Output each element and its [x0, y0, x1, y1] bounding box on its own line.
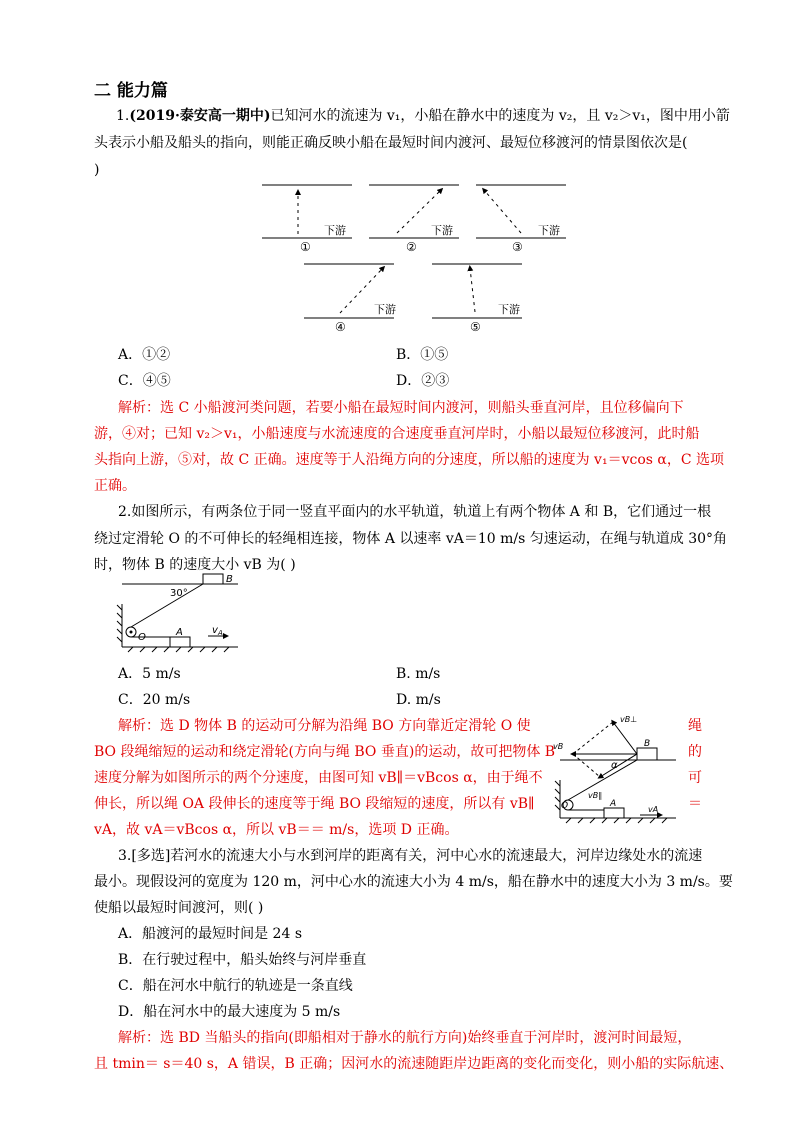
q1-stem-3: ) [94, 162, 100, 178]
q1-option-d: D．②③ [396, 373, 450, 389]
q3-stem-2: 最小。现假设河的宽度为 120 m，河中心水的流速大小为 4 m/s，船在静水中的速度大小为 3 m/s。要 [94, 874, 733, 890]
q3-stem-1: 3.[多选]若河水的流速大小与水到河岸的距离有关，河中心水的流速最大，河岸边缘处水的流速 [118, 848, 703, 864]
q1-panel-label-5: ⑤ [470, 320, 481, 334]
q2-sol-label-a: A [610, 799, 617, 809]
q1-option-c: C．④⑤ [118, 373, 171, 389]
q1-downstream-label-3: 下游 [538, 224, 560, 237]
q2-sol-label-va: vA [648, 805, 659, 814]
q2-label-va: v [212, 625, 218, 636]
q1-panel-label-1: ① [300, 240, 311, 254]
q2-solution-3: 速度分解为如图所示的两个分速度，由图可知 vB∥＝vBcos α，由于绳不 [94, 770, 543, 786]
q3-option-a: A．船渡河的最短时间是 24 s [118, 926, 303, 942]
q2-solution-1: 解析：选 D 物体 B 的运动可分解为沿绳 BO 方向靠近定滑轮 O 使 [118, 718, 531, 734]
q2-sol-label-vb-par: vB∥ [588, 791, 603, 800]
q1-stem-2: 头表示小船及船头的指向，则能正确反映小船在最短时间内渡河、最短位移渡河的情景图依次是( [94, 135, 688, 151]
q2-sol-label-vb-perp: vB⊥ [620, 715, 638, 724]
q2-sol-label-vb: vB [553, 742, 564, 751]
q2-solution-right-2: 的 [688, 744, 702, 760]
q2-option-d: D. m/s [396, 692, 441, 708]
q1-downstream-label-1: 下游 [324, 224, 346, 237]
q1-solution-1: 解析：选 C 小船渡河类问题，若要小船在最短时间内渡河，则船头垂直河岸，且位移偏向下 [118, 400, 684, 416]
q2-label-a: A [176, 627, 183, 638]
q2-stem-1: 2.如图所示，有两条位于同一竖直平面内的水平轨道，轨道上有两个物体 A 和 B，它们通过一根 [118, 504, 712, 520]
q3-solution-2: 且 tmin＝ s＝40 s，A 错误，B 正确；因河水的流速随距岸边距离的变化而变化，则小船的实际航速、 [94, 1056, 734, 1072]
q1-number: 1. [116, 108, 130, 124]
q2-sol-label-alpha: α [611, 760, 618, 771]
q2-solution-right-3: 可 [688, 770, 702, 786]
q1-panel-label-4: ④ [335, 320, 346, 334]
q1-option-a: A．①② [118, 347, 171, 363]
q1-downstream-label-5: 下游 [498, 303, 520, 316]
q1-solution-2: 游，④对；已知 v₂＞v₁，小船速度与水流速度的合速度垂直河岸时，小船以最短位移渡河，此时船 [94, 426, 700, 442]
q3-option-d: D．船在河水中的最大速度为 5 m/s [118, 1004, 341, 1020]
q2-label-va-sub: A [218, 629, 223, 637]
q2-stem-2: 绕过定滑轮 O 的不可伸长的轻绳相连接，物体 A 以速率 vA＝10 m/s 匀速运动，在绳与轨道成 30°角 [94, 531, 728, 547]
q2-option-c: C．20 m/s [118, 692, 191, 708]
q2-solution-4: 伸长，所以绳 OA 段伸长的速度等于绳 BO 段缩短的速度，所以有 vB∥ [94, 796, 535, 812]
q2-solution-right-4: ＝ [688, 796, 702, 812]
q2-solution-right-1: 绳 [688, 718, 702, 734]
q1-solution-4: 正确。 [94, 478, 136, 494]
q1-panel-label-3: ③ [512, 240, 523, 254]
q3-option-b: B．在行驶过程中，船头始终与河岸垂直 [118, 952, 367, 968]
q2-solution-5: vA，故 vA＝vBcos α，所以 vB＝＝ m/s，选项 D 正确。 [94, 822, 459, 838]
q2-stem-3: 时，物体 B 的速度大小 vB 为( ) [94, 557, 296, 573]
q2-label-o: O [138, 632, 146, 643]
q1-downstream-label-4: 下游 [374, 303, 396, 316]
q3-option-c: C．船在河水中航行的轨迹是一条直线 [118, 978, 353, 994]
q1-option-b: B．①⑤ [396, 347, 449, 363]
q3-solution-1: 解析：选 BD 当船头的指向(即船相对于静水的航行方向)始终垂直于河岸时，渡河时间最短， [118, 1030, 692, 1046]
section-title: 二 能力篇 [94, 81, 168, 101]
q1-solution-3: 头指向上游，⑤对，故 C 正确。速度等于人沿绳方向的分速度，所以船的速度为 v₁＝vcos α，C 选项 [94, 452, 725, 468]
q2-sol-label-o: O [561, 801, 569, 811]
q1-downstream-label-2: 下游 [431, 224, 453, 237]
q2-solution-2: BO 段绳缩短的运动和绕定滑轮(方向与绳 BO 垂直)的运动，故可把物体 B [94, 744, 556, 760]
q2-option-a: A．5 m/s [118, 666, 181, 682]
q2-angle-label: 30° [170, 588, 188, 599]
q1-stem-1: 已知河水的流速为 v₁，小船在静水中的速度为 v₂，且 v₂＞v₁，图中用小箭 [270, 108, 730, 124]
q3-stem-3: 使船以最短时间渡河，则( ) [94, 900, 264, 916]
q2-sol-label-b: B [644, 739, 651, 749]
q2-label-b: B [226, 574, 233, 585]
q2-option-b: B. m/s [396, 666, 441, 682]
q1-source: (2019·泰安高一期中) [129, 108, 271, 124]
q1-panel-label-2: ② [406, 240, 417, 254]
